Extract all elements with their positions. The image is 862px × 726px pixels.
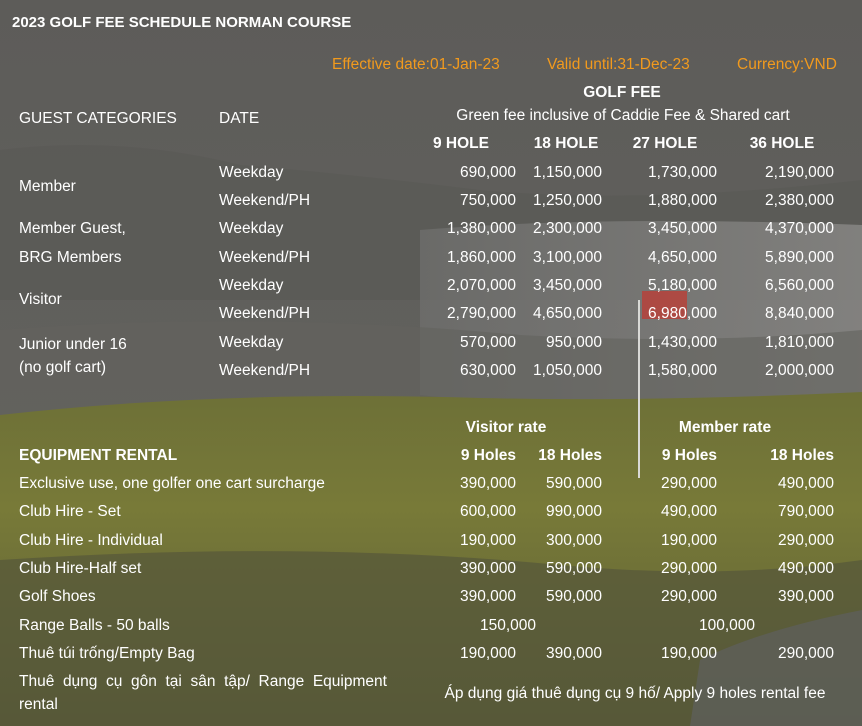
fee-cell: 1,810,000 [765, 334, 834, 351]
rental-cell: 590,000 [545, 560, 602, 577]
fee-cell: 1,880,000 [648, 192, 717, 209]
rental-col-header: 18 Holes [538, 447, 602, 464]
fee-cell: 3,450,000 [533, 277, 602, 294]
fee-cell: 570,000 [459, 334, 516, 351]
fee-cell: 3,100,000 [533, 249, 602, 266]
rental-cell: 490,000 [660, 503, 717, 520]
rental-cell: 790,000 [777, 503, 834, 520]
rental-item-name: Club Hire-Half set [19, 560, 142, 577]
fee-cell: 5,890,000 [765, 249, 834, 266]
fee-cell: 1,250,000 [533, 192, 602, 209]
page-title: 2023 GOLF FEE SCHEDULE NORMAN COURSE [12, 14, 352, 31]
hole-header: 9 HOLE [433, 135, 489, 152]
rental-cell: 290,000 [777, 645, 834, 662]
rental-cell: 150,000 [479, 617, 537, 634]
rental-col-header: 9 Holes [460, 447, 516, 464]
rental-cell: 290,000 [660, 588, 717, 605]
fee-cell: 2,790,000 [447, 305, 516, 322]
rental-cell: 600,000 [459, 503, 516, 520]
fee-cell: 1,380,000 [447, 220, 516, 237]
fee-cell: 2,300,000 [533, 220, 602, 237]
rental-cell: 490,000 [777, 560, 834, 577]
category-label: Junior under 16 [19, 336, 127, 353]
fee-cell: 1,580,000 [648, 362, 717, 379]
equipment-rental-heading: EQUIPMENT RENTAL [19, 447, 178, 464]
rental-cell: 190,000 [660, 532, 717, 549]
rental-item-name: Club Hire - Set [19, 503, 121, 520]
fee-cell: 2,190,000 [765, 164, 834, 181]
fee-cell: 630,000 [459, 362, 516, 379]
fee-cell: 8,840,000 [765, 305, 834, 322]
fee-cell: 1,150,000 [533, 164, 602, 181]
rental-cell: 100,000 [698, 617, 756, 634]
date-cell: Weekday [219, 277, 284, 294]
rental-cell: 300,000 [545, 532, 602, 549]
rental-item-name: Range Balls - 50 balls [19, 617, 170, 634]
date-cell: Weekday [219, 334, 284, 351]
hole-header: 18 HOLE [533, 135, 599, 152]
hole-header: 36 HOLE [749, 135, 815, 152]
rental-cell: 390,000 [459, 588, 516, 605]
golf-fee-heading: GOLF FEE [583, 84, 661, 101]
rental-cell: 290,000 [660, 560, 717, 577]
rental-cell: 390,000 [545, 645, 602, 662]
category-label: Member Guest, [19, 220, 126, 237]
fee-cell: 5,180,000 [648, 277, 717, 294]
rental-cell: 290,000 [660, 475, 717, 492]
date-cell: Weekend/PH [219, 362, 311, 379]
fee-cell: 750,000 [459, 192, 516, 209]
currency: Currency:VND [737, 56, 837, 73]
valid-until: Valid until:31-Dec-23 [547, 56, 690, 73]
hole-header: 27 HOLE [632, 135, 698, 152]
rental-cell: 390,000 [459, 560, 516, 577]
fee-cell: 4,650,000 [648, 249, 717, 266]
fee-cell: 2,000,000 [765, 362, 834, 379]
rental-item-name: Thuê dụng cụ gôn tại sân tập/ Range Equipment [19, 673, 387, 690]
rental-cell: 390,000 [459, 475, 516, 492]
date-cell: Weekend/PH [219, 192, 311, 209]
rental-col-header: 18 Holes [770, 447, 834, 464]
rental-col-header: 9 Holes [661, 447, 717, 464]
fee-cell: 6,560,000 [765, 277, 834, 294]
category-label: Visitor [19, 291, 62, 308]
rental-item-name: Exclusive use, one golfer one cart surcharge [19, 475, 325, 492]
fee-cell: 1,050,000 [533, 362, 602, 379]
effective-date: Effective date:01-Jan-23 [332, 56, 500, 73]
rental-cell: 590,000 [545, 475, 602, 492]
fee-cell: 2,070,000 [447, 277, 516, 294]
rental-cell: 290,000 [777, 532, 834, 549]
rental-cell: 190,000 [459, 645, 516, 662]
fee-cell: 950,000 [545, 334, 602, 351]
fee-cell: 2,380,000 [765, 192, 834, 209]
rental-note: Áp dụng giá thuê dụng cụ 9 hố/ Apply 9 holes rental fee [444, 685, 826, 702]
rental-item-name: Golf Shoes [19, 588, 96, 605]
category-label: Member [19, 178, 76, 195]
visitor-rate-header: Visitor rate [465, 419, 547, 436]
date-header: DATE [219, 110, 260, 127]
rental-cell: 190,000 [459, 532, 516, 549]
member-rate-header: Member rate [678, 419, 772, 436]
fee-cell: 1,430,000 [648, 334, 717, 351]
rental-cell: 490,000 [777, 475, 834, 492]
rental-cell: 990,000 [545, 503, 602, 520]
fee-cell: 1,730,000 [648, 164, 717, 181]
fee-cell: 1,860,000 [447, 249, 516, 266]
date-cell: Weekend/PH [219, 305, 311, 322]
fee-cell: 690,000 [459, 164, 516, 181]
rental-item-name: Thuê túi trống/Empty Bag [19, 645, 195, 662]
guest-categories-header: GUEST CATEGORIES [19, 110, 177, 127]
date-cell: Weekend/PH [219, 249, 311, 266]
rental-item-name: Club Hire - Individual [19, 532, 163, 549]
category-label: (no golf cart) [19, 359, 107, 376]
rental-cell: 190,000 [660, 645, 717, 662]
golf-fee-subheading: Green fee inclusive of Caddie Fee & Shared cart [456, 107, 790, 124]
date-cell: Weekday [219, 164, 284, 181]
date-cell: Weekday [219, 220, 284, 237]
rental-cell: 590,000 [545, 588, 602, 605]
fee-cell: 4,370,000 [765, 220, 834, 237]
fee-cell: 4,650,000 [533, 305, 602, 322]
fee-cell: 3,450,000 [648, 220, 717, 237]
fee-cell: 6,980,000 [648, 305, 717, 322]
rental-item-name: rental [19, 696, 58, 713]
rental-cell: 390,000 [777, 588, 834, 605]
category-label: BRG Members [19, 249, 122, 266]
